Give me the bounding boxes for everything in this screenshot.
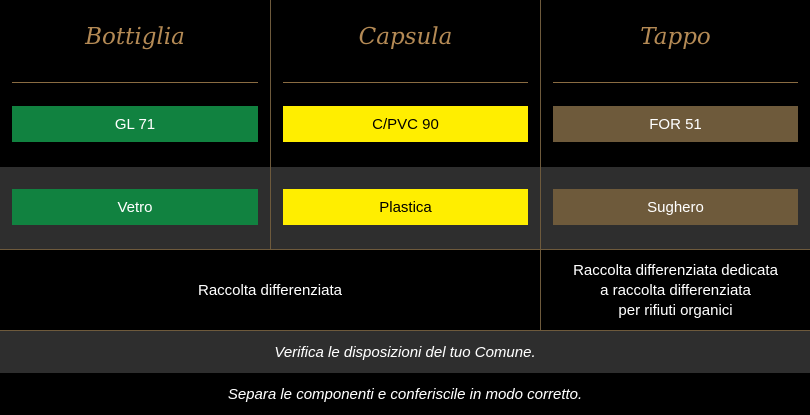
column-title: Capsula bbox=[358, 24, 453, 50]
material-row bbox=[271, 167, 540, 249]
disposal-cork-line: Raccolta differenziata dedicata bbox=[573, 261, 778, 279]
material-chip: Vetro bbox=[12, 189, 258, 225]
note-separate: Separa le componenti e conferiscile in modo corretto. bbox=[227, 385, 583, 403]
column-header bbox=[271, 0, 540, 83]
column-bottiglia bbox=[0, 0, 270, 249]
code-chip: C/PVC 90 bbox=[283, 106, 528, 142]
code-row bbox=[0, 83, 270, 167]
disposal-cork-line: per rifiuti organici bbox=[618, 301, 733, 319]
disposal-general: Raccolta differenziata bbox=[198, 282, 342, 299]
disposal-cork-line: a raccolta differenziata bbox=[600, 281, 751, 299]
code-chip: GL 71 bbox=[12, 106, 258, 142]
material-chip: Plastica bbox=[283, 189, 528, 225]
column-title: Tappo bbox=[640, 24, 711, 50]
column-capsula bbox=[270, 0, 540, 249]
disposal-cork bbox=[540, 250, 810, 331]
column-header bbox=[0, 0, 270, 83]
column-title: Bottiglia bbox=[85, 24, 185, 50]
code-row bbox=[541, 83, 810, 167]
column-header bbox=[541, 0, 810, 83]
material-row bbox=[541, 167, 810, 249]
material-chip: Sughero bbox=[553, 189, 798, 225]
code-chip: FOR 51 bbox=[553, 106, 798, 142]
code-row bbox=[271, 83, 540, 167]
note-municipality: Verifica le disposizioni del tuo Comune. bbox=[0, 331, 810, 373]
material-row bbox=[0, 167, 270, 249]
column-tappo bbox=[540, 0, 810, 249]
